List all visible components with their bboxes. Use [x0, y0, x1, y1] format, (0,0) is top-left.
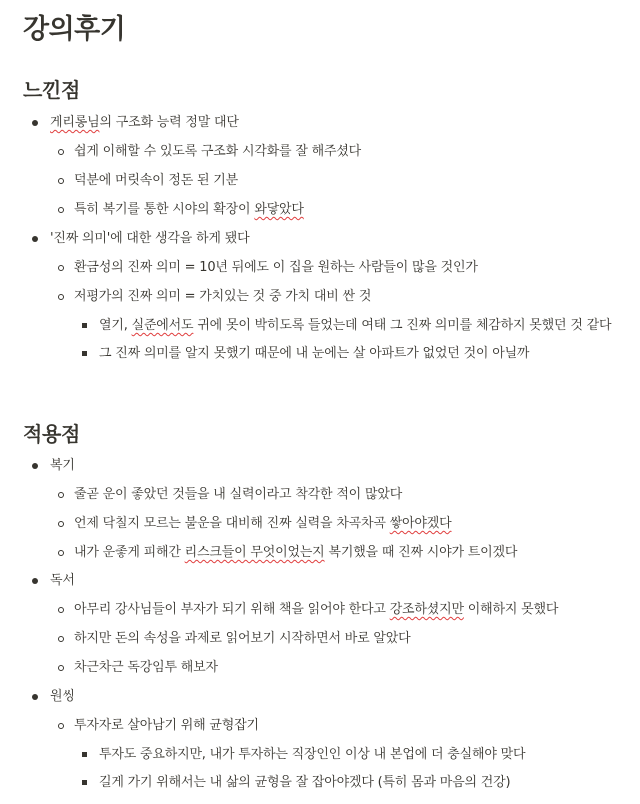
- list-item-text: 저평가의 진짜 의미 = 가치있는 것 중 가치 대비 싼 것: [74, 289, 372, 304]
- bullet-disc-icon: [30, 686, 40, 708]
- bullet-disc-icon: [30, 455, 40, 477]
- list-item-text: 쉽게 이해할 수 있도록 구조화 시각화를 잘 해주셨다: [74, 144, 362, 159]
- section-heading-feelings: 느낀점: [23, 78, 81, 102]
- bullet-circle-icon: [56, 513, 66, 535]
- bullet-square-icon: [80, 744, 90, 766]
- list-item-text: 복기: [50, 458, 75, 473]
- list-item-text: 환금성의 진짜 의미 = 10년 뒤에도 이 집을 원하는 사람들이 많을 것인가: [74, 260, 478, 275]
- list-item-text: 줄곧 운이 좋았던 것들을 내 실력이라고 착각한 적이 많았다: [74, 487, 403, 502]
- bullet-circle-icon: [56, 170, 66, 192]
- bullet-circle-icon: [56, 542, 66, 564]
- list-item-text: 게리롱님의 구조화 능력 정말 대단: [50, 115, 239, 130]
- bullet-square-icon: [80, 343, 90, 365]
- list-item-text: 그 진짜 의미를 알지 못했기 때문에 내 눈에는 살 아파트가 없었던 것이 아닐까: [99, 346, 530, 361]
- bullet-square-icon: [80, 772, 90, 794]
- spellcheck-flag: 실준에서도: [131, 318, 194, 333]
- bullet-circle-icon: [56, 199, 66, 221]
- spellcheck-flag: 리스크들이 무엇이었는지: [184, 545, 325, 560]
- spellcheck-flag: 와닿았다: [254, 202, 304, 217]
- bullet-disc-icon: [30, 112, 40, 134]
- list-item-text: 내가 운좋게 피해간 리스크들이 무엇이었는지 복기했을 때 진짜 시야가 트이겠다: [74, 545, 518, 560]
- bullet-circle-icon: [56, 286, 66, 308]
- list-item-text: 독서: [50, 573, 75, 588]
- list-item-text: '진짜 의미'에 대한 생각을 하게 됐다: [50, 231, 250, 246]
- spellcheck-flag: 강조하셨지만: [389, 602, 464, 617]
- section-heading-applications: 적용점: [23, 422, 81, 446]
- bullet-circle-icon: [56, 484, 66, 506]
- bullet-disc-icon: [30, 570, 40, 592]
- bullet-circle-icon: [56, 715, 66, 737]
- bullet-circle-icon: [56, 141, 66, 163]
- spellcheck-flag: 게리롱님: [50, 115, 100, 130]
- list-item-text: 하지만 돈의 속성을 과제로 읽어보기 시작하면서 바로 알았다: [74, 631, 411, 646]
- bullet-circle-icon: [56, 599, 66, 621]
- list-item-text: 열기, 실준에서도 귀에 못이 박히도록 들었는데 여태 그 진짜 의미를 체감하지 못했던 것 같다: [99, 318, 612, 333]
- list-item-text: 원씽: [50, 689, 75, 704]
- list-item-text: 아무리 강사님들이 부자가 되기 위해 책을 읽어야 한다고 강조하셨지만 이해하지 못했다: [74, 602, 559, 617]
- list-item-text: 덕분에 머릿속이 정돈 된 기분: [74, 173, 239, 188]
- bullet-circle-icon: [56, 257, 66, 279]
- bullet-circle-icon: [56, 657, 66, 679]
- bullet-disc-icon: [30, 228, 40, 250]
- list-item-text: 언제 닥칠지 모르는 불운을 대비해 진짜 실력을 차곡차곡 쌓아야겠다: [74, 516, 452, 531]
- bullet-circle-icon: [56, 628, 66, 650]
- list-item-text: 차근차근 독강임투 해보자: [74, 660, 218, 675]
- list-item-text: 특히 복기를 통한 시야의 확장이 와닿았다: [74, 202, 304, 217]
- list-item-text: 투자자로 살아남기 위해 균형잡기: [74, 718, 259, 733]
- page-title: 강의후기: [23, 14, 126, 45]
- list-item-text: 투자도 중요하지만, 내가 투자하는 직장인인 이상 내 본업에 더 충실해야 맞다: [99, 747, 526, 762]
- list-item-text: 길게 가기 위해서는 내 삶의 균형을 잘 잡아야겠다 (특히 몸과 마음의 건강): [99, 775, 511, 790]
- bullet-square-icon: [80, 315, 90, 337]
- spellcheck-flag: 쌓아야겠다: [389, 516, 452, 531]
